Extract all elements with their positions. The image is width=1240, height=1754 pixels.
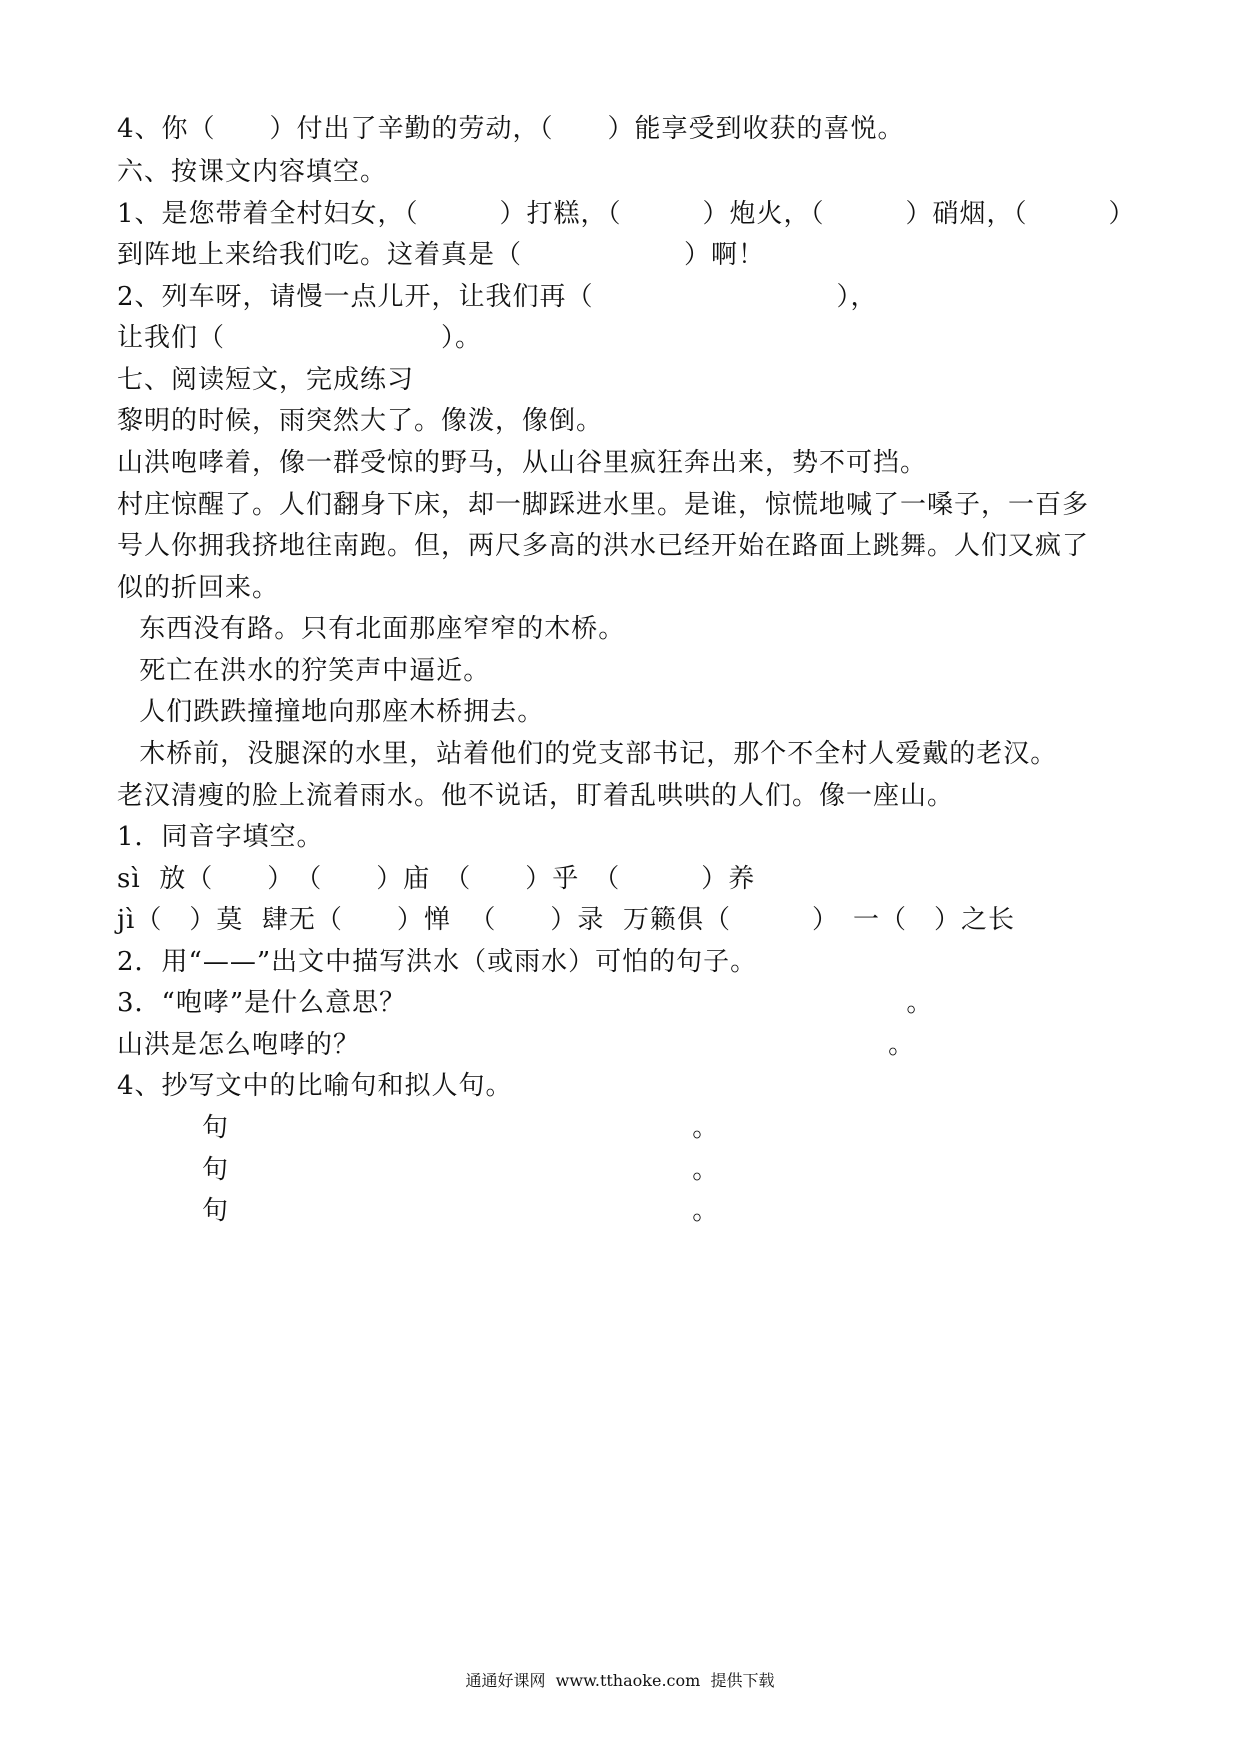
passage-line: 号人你拥我挤地往南跑。但，两尺多高的洪水已经开始在路面上跳舞。人们又疯了	[117, 531, 1090, 561]
answer-line: 句 。	[202, 1196, 720, 1226]
passage-line: 木桥前，没腿深的水里，站着他们的党支部书记，那个不全村人爱戴的老汉。	[130, 739, 1058, 769]
question: sì 放（ ） （ ）庙 （ ）乎 （ ）养	[117, 864, 756, 894]
passage-line: 人们跌跌撞撞地向那座木桥拥去。	[130, 697, 545, 727]
section-heading: 七、阅读短文，完成练习	[117, 365, 415, 395]
text-line: 1、是您带着全村妇女，（ ）打糕，（ ）炮火，（ ）硝烟，（ ）	[117, 199, 1136, 229]
question: jì（ ）莫 肆无（ ）惮 （ ）录 万籁俱（ ） 一（ ）之长	[117, 905, 1015, 935]
text-line: 让我们（ ）。	[117, 323, 483, 353]
text-line: 2、列车呀，请慢一点儿开，让我们再（ ），	[117, 282, 878, 312]
passage-line: 村庄惊醒了。人们翻身下床，却一脚踩进水里。是谁，惊慌地喊了一嗓子，一百多	[117, 490, 1090, 520]
question: 1．同音字填空。	[117, 822, 324, 852]
answer-line: 句 。	[202, 1155, 720, 1185]
passage-line: 老汉清瘦的脸上流着雨水。他不说话，盯着乱哄哄的人们。像一座山。	[117, 781, 955, 811]
passage-line: 死亡在洪水的狞笑声中逼近。	[130, 656, 491, 686]
passage-line: 山洪咆哮着，像一群受惊的野马，从山谷里疯狂奔出来，势不可挡。	[117, 448, 928, 478]
text-line: 4、你（ ）付出了辛勤的劳动，（ ）能享受到收获的喜悦。	[117, 114, 905, 144]
passage-line: 似的折回来。	[117, 573, 280, 603]
passage-line: 黎明的时候，雨突然大了。像泼，像倒。	[117, 406, 604, 436]
question: 3．“咆哮”是什么意思？ 。	[117, 988, 934, 1018]
question: 4、抄写文中的比喻句和拟人句。	[117, 1071, 513, 1101]
section-heading: 六、按课文内容填空。	[117, 157, 388, 187]
footer-text: 通通好课网 www.tthaoke.com 提供下载	[465, 1671, 775, 1690]
question: 2．用“——”出文中描写洪水（或雨水）可怕的句子。	[117, 947, 758, 977]
text-line: 到阵地上来给我们吃。这着真是（ ）啊！	[117, 240, 766, 270]
question: 山洪是怎么咆哮的？ 。	[117, 1030, 916, 1060]
passage-line: 东西没有路。只有北面那座窄窄的木桥。	[130, 614, 626, 644]
answer-line: 句 。	[202, 1113, 720, 1143]
